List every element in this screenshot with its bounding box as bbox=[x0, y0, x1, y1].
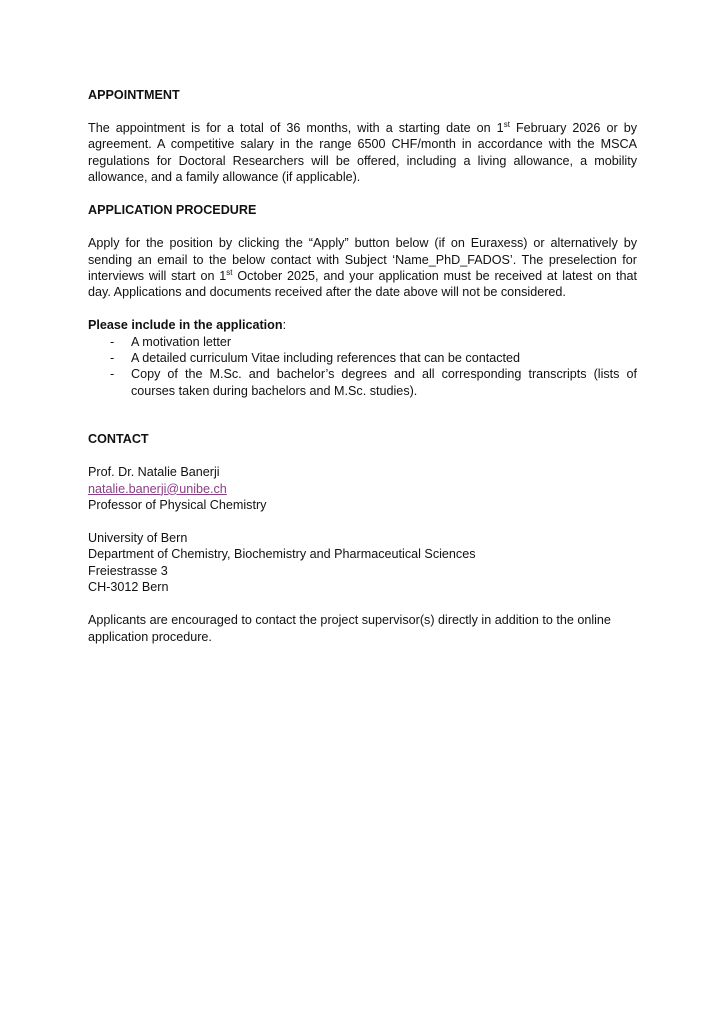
list-item-text: A detailed curriculum Vitae including references that can be contacted bbox=[131, 351, 521, 366]
contact-person-block bbox=[88, 464, 637, 513]
appointment-heading: APPOINTMENT bbox=[88, 88, 180, 102]
list-item bbox=[88, 350, 637, 366]
application-text-2: October 2025, and your application must be received at latest on that day. Applications and documents received after the date above will not be considered. bbox=[88, 268, 638, 300]
appointment-text-2: February 2026 or by agreement. A competitive salary in the range 6500 CHF/month in accordance with the MSCA regulations for Doctoral Researchers will be offered, including a living allowance, a mobility allowance, and a family allowance (if applicable). bbox=[88, 121, 638, 185]
contact-name: Prof. Dr. Natalie Banerji bbox=[88, 465, 220, 480]
application-requirements-list bbox=[88, 334, 637, 400]
application-ordinal-sup: st bbox=[226, 267, 233, 277]
list-item-text: A motivation letter bbox=[131, 334, 232, 349]
contact-note: Applicants are encouraged to contact the project supervisor(s) directly in addition to the online application procedure. bbox=[88, 613, 611, 644]
list-item bbox=[88, 366, 637, 399]
appointment-text-1: The appointment is for a total of 36 months, with a starting date on 1 bbox=[88, 121, 504, 135]
contact-title: Professor of Physical Chemistry bbox=[88, 498, 267, 513]
application-text-1: Apply for the position by clicking the “Apply” button below (if on Euraxess) or alternatively by sending an email to the below contact with Subject ‘Name_PhD_FADOS’. The preselection for interviews will start on 1 bbox=[88, 236, 637, 283]
appointment-paragraph bbox=[88, 120, 637, 186]
list-item bbox=[88, 334, 637, 350]
address-line: CH-3012 Bern bbox=[88, 580, 169, 595]
application-paragraph bbox=[88, 235, 637, 301]
list-dash: - bbox=[110, 334, 115, 349]
list-item-text: Copy of the M.Sc. and bachelor’s degrees and all corresponding transcripts (lists of courses taken during bachelors and M.Sc. studies). bbox=[131, 367, 637, 398]
application-heading: APPLICATION PROCEDURE bbox=[88, 203, 257, 218]
address-line: University of Bern bbox=[88, 531, 188, 545]
list-dash: - bbox=[110, 351, 115, 366]
include-label: Please include in the application bbox=[88, 318, 283, 333]
list-dash: - bbox=[110, 367, 115, 382]
contact-heading: CONTACT bbox=[88, 432, 149, 447]
include-colon: : bbox=[282, 318, 287, 333]
address-line: Department of Chemistry, Biochemistry and Pharmaceutical Sciences bbox=[88, 547, 476, 562]
include-label-line bbox=[88, 317, 637, 333]
address-line: Freiestrasse 3 bbox=[88, 563, 168, 578]
contact-email-link[interactable]: natalie.banerji@unibe.ch bbox=[88, 481, 227, 496]
document-page bbox=[88, 87, 637, 645]
appointment-ordinal-sup: st bbox=[503, 119, 510, 129]
contact-address-block bbox=[88, 530, 637, 596]
